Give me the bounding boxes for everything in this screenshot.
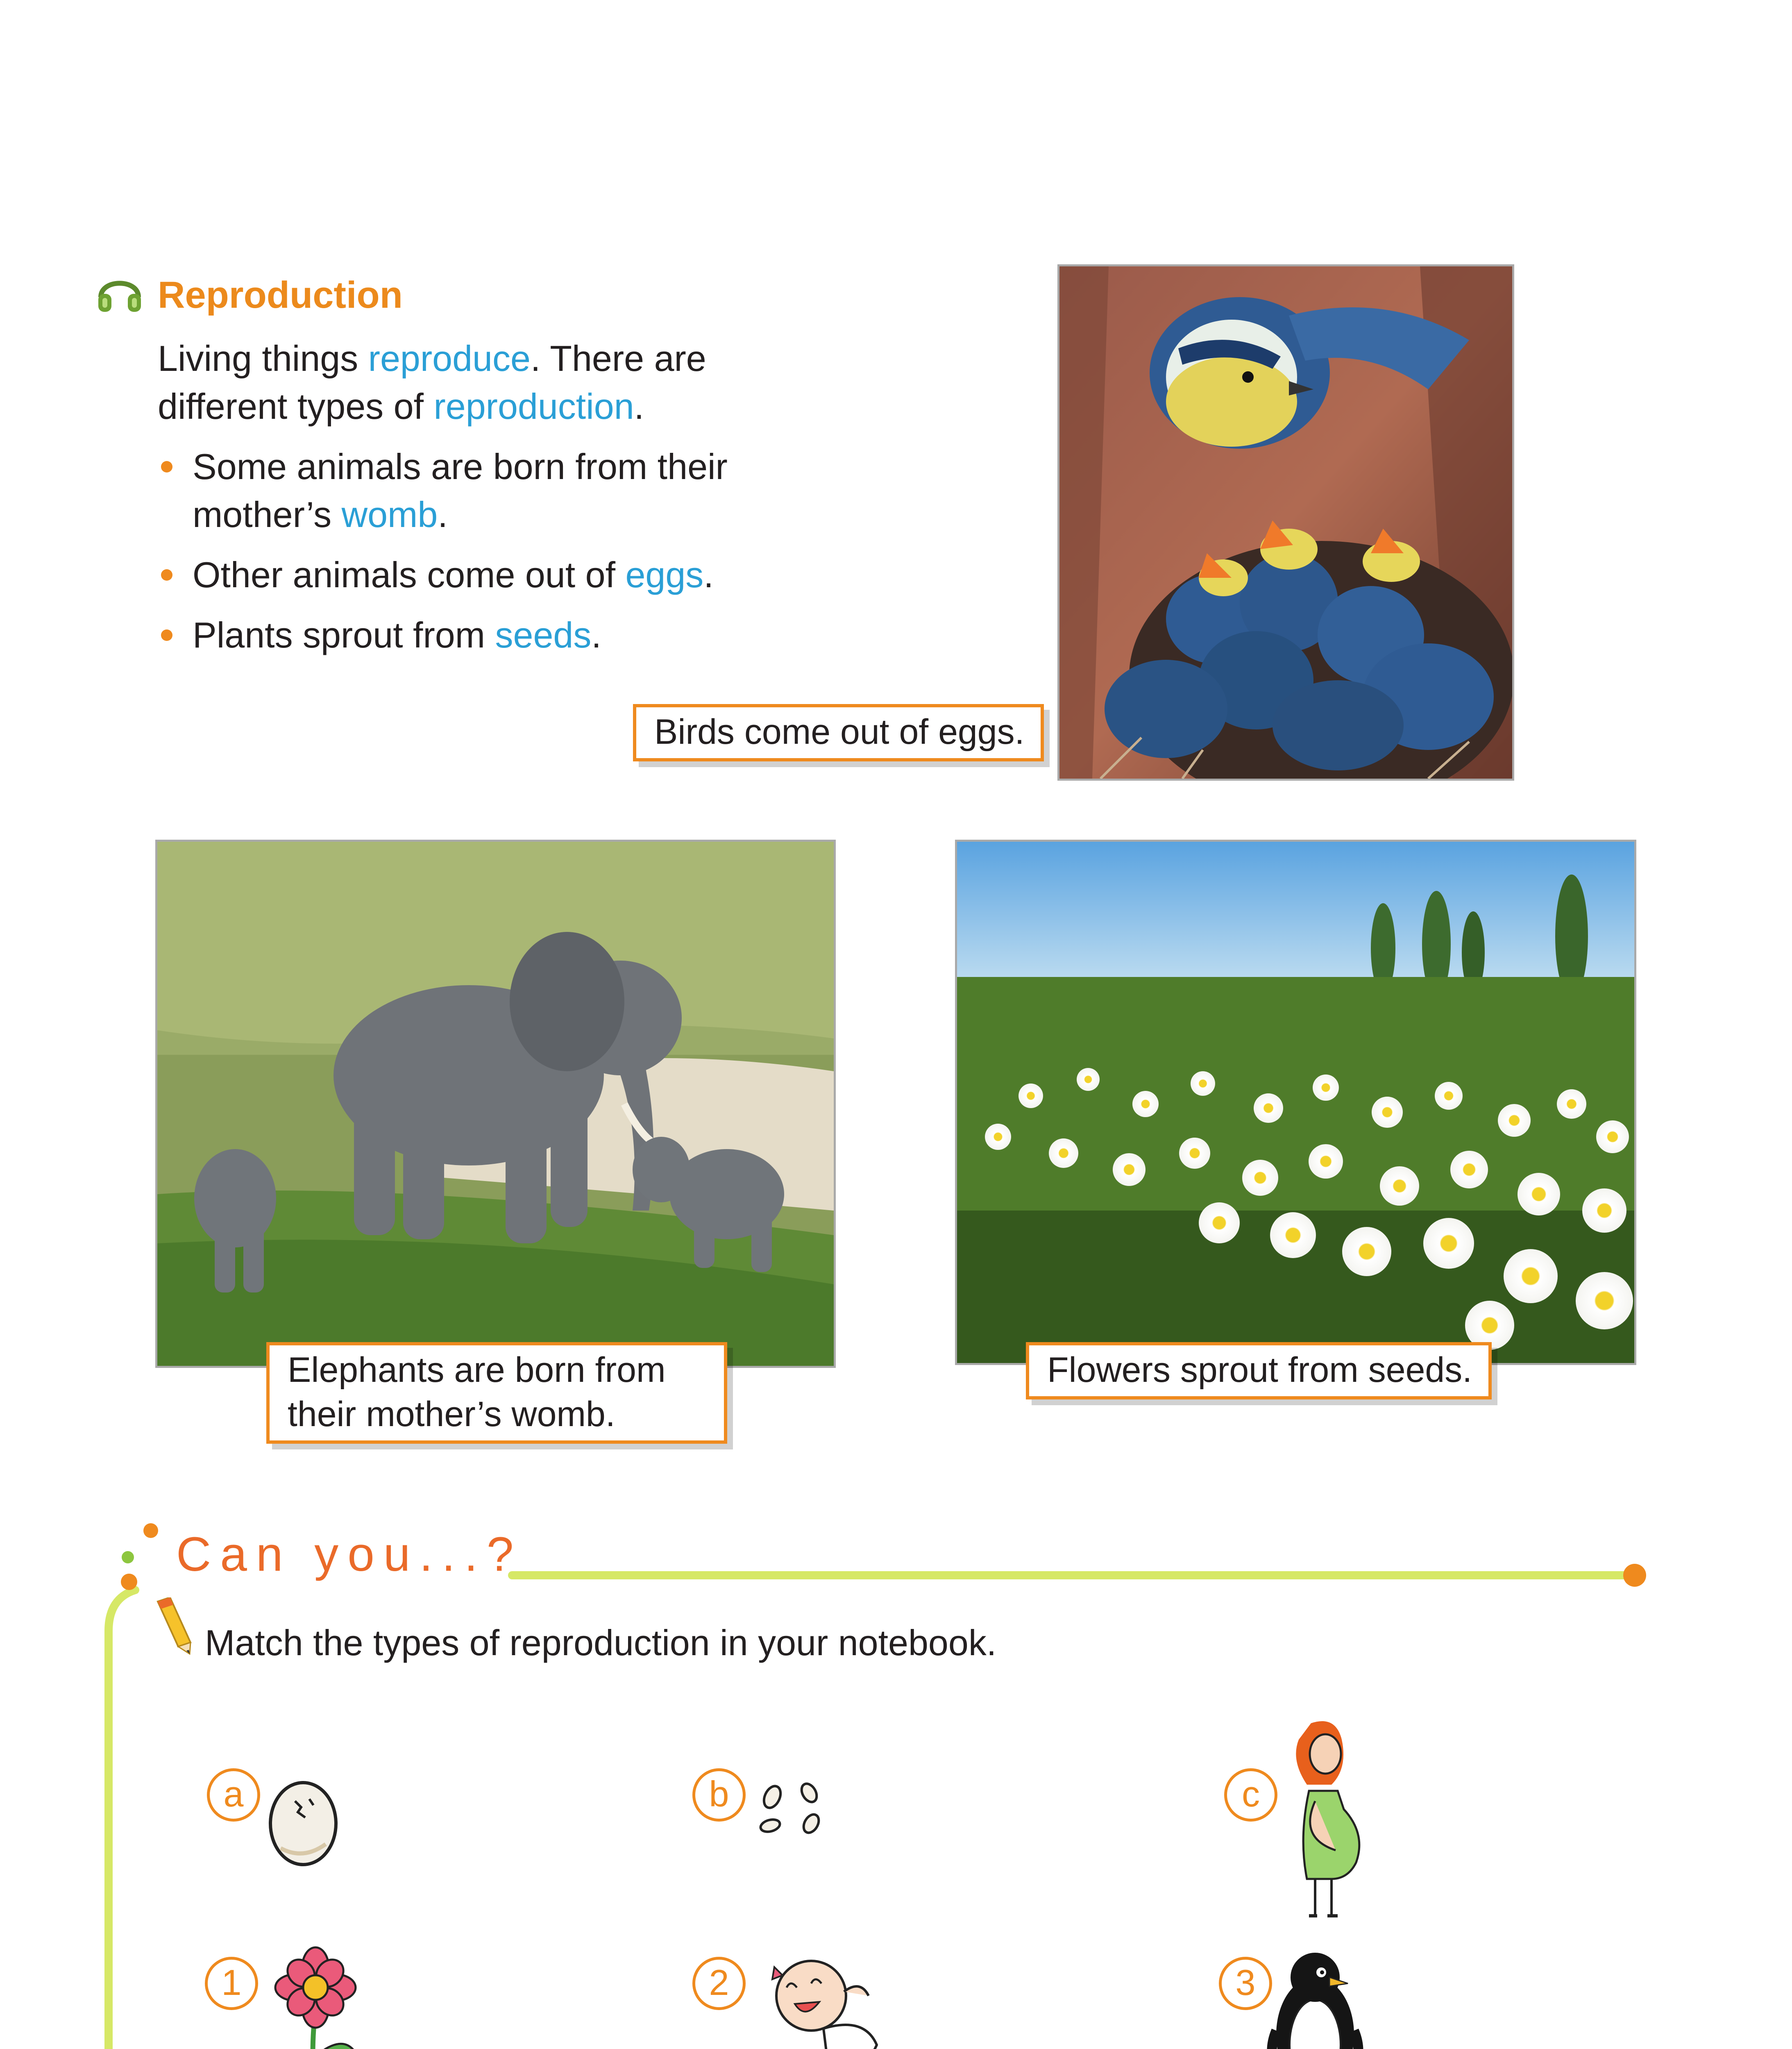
keyword: reproduce [368, 338, 531, 379]
keyword: reproduction [433, 386, 634, 427]
keyword: eggs [625, 554, 704, 595]
pregnant-woman-icon [1266, 1715, 1372, 1928]
activity-heading: Can you...? [176, 1527, 523, 1581]
text-run: . There are [530, 338, 706, 379]
text-run: . [703, 554, 714, 595]
keyword: womb [341, 494, 438, 535]
pencil-icon [154, 1597, 195, 1655]
flower-icon [264, 1945, 367, 2049]
option-b-label[interactable]: b [692, 1768, 746, 1822]
text-run: . [591, 615, 601, 655]
answer-1-label[interactable]: 1 [205, 1957, 258, 2010]
text-run: . [438, 494, 448, 535]
seeds-icon [756, 1779, 830, 1840]
text-run: Living things [158, 338, 368, 379]
birds-caption: Birds come out of eggs. [633, 704, 1044, 761]
keyword: seeds [495, 615, 592, 655]
baby-icon [762, 1951, 893, 2049]
text-run: mother’s [193, 494, 342, 535]
flowers-caption: Flowers sprout from seeds. [1026, 1342, 1492, 1399]
text-run: Other animals come out of [193, 554, 626, 595]
option-a-label[interactable]: a [207, 1768, 260, 1822]
section-title: Reproduction [158, 274, 403, 316]
elephants-caption-line-1: Elephants are born from [288, 1350, 666, 1390]
option-c-label[interactable]: c [1224, 1768, 1277, 1822]
text-run: different types of [158, 386, 434, 427]
answer-3-label[interactable]: 3 [1219, 1957, 1272, 2010]
activity-instruction: Match the types of reproduction in your notebook. [205, 1622, 997, 1663]
elephants-caption-line-2: their mother’s womb. [288, 1395, 615, 1434]
penguin-icon [1264, 1949, 1366, 2049]
text-run: . [634, 386, 644, 427]
egg-icon [264, 1766, 342, 1869]
answer-2-label[interactable]: 2 [692, 1957, 746, 2010]
text-run: Some animals are born from their [193, 446, 728, 487]
text-run: Plants sprout from [193, 615, 495, 655]
